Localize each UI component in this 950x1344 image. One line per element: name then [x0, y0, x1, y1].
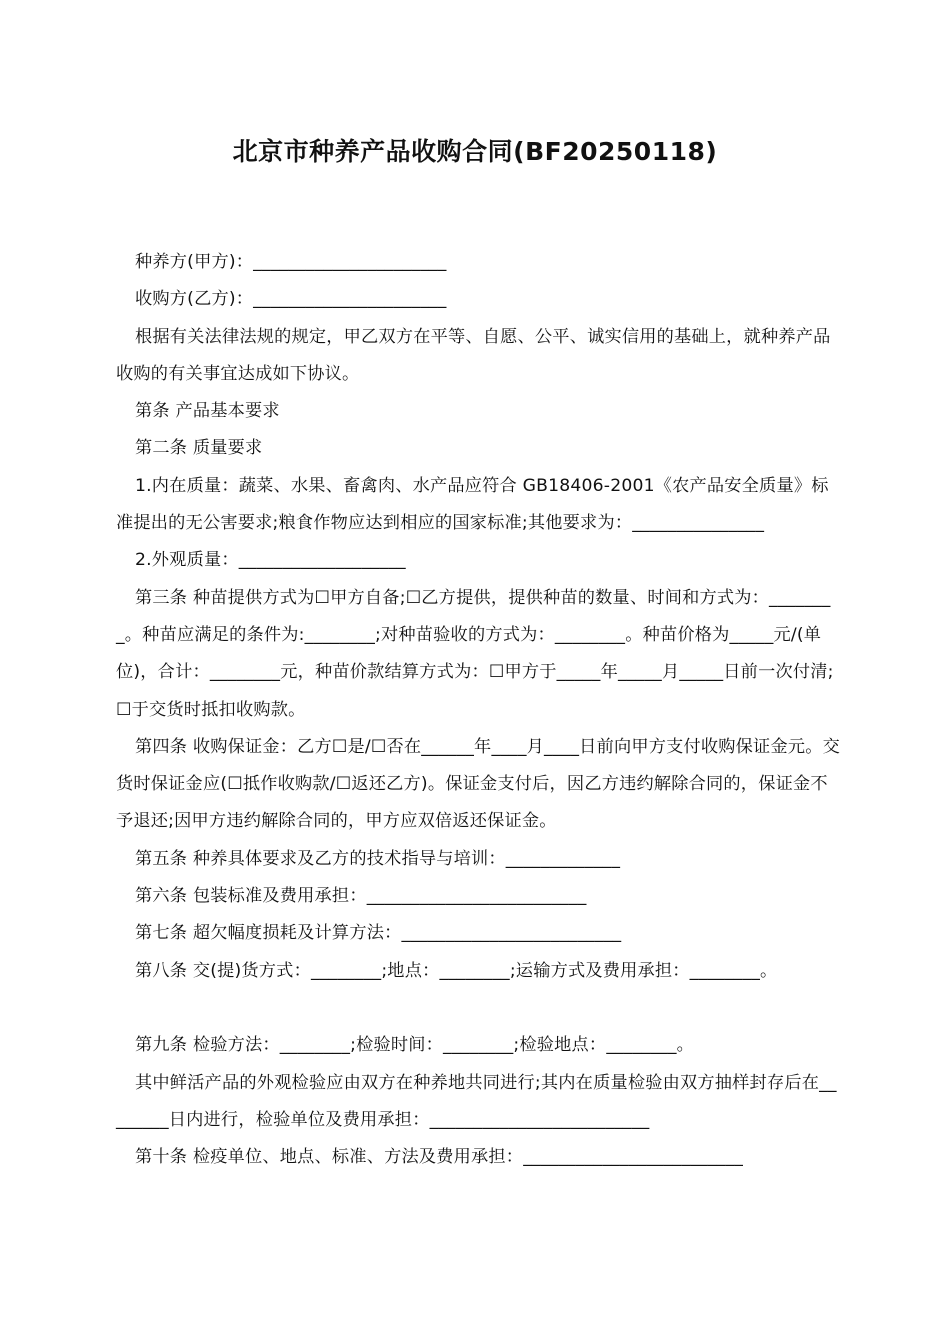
- inspection-detail-paragraph: 其中鲜活产品的外观检验应由双方在种养地共同进行;其内在质量检验由双方抽样封存后在________日内进行，检验单位及费用承担：_________________________: [116, 1072, 837, 1130]
- article-8-line: 第八条 交(提)货方式：________;地点：________;运输方式及费用承担：________。: [135, 960, 778, 981]
- article-2-heading: 第二条 质量要求: [135, 438, 263, 459]
- document-title: 北京市种养产品收购合同(BF20250118): [232, 137, 718, 166]
- article-9-line: 第九条 检验方法：________;检验时间：________;检验地点：________。: [135, 1035, 695, 1056]
- article-7-line: 第七条 超欠幅度损耗及计算方法：_________________________: [135, 923, 622, 944]
- article-4-paragraph: 第四条 收购保证金：乙方☐是/☐否在______年____月____日前向甲方支付收购保证金元。交货时保证金应(☐抵作收购款/☐返还乙方)。保证金支付后，因乙方违约解除合同的，保证金不予退还;因甲方违约解除合同的，甲方应双倍返还保证金。: [116, 736, 840, 832]
- paragraph-spacer: [116, 990, 842, 1027]
- preamble-paragraph: 根据有关法律法规的规定，甲乙双方在平等、自愿、公平、诚实信用的基础上，就种养产品收购的有关事宜达成如下协议。: [116, 326, 831, 384]
- document-body: [116, 244, 842, 1176]
- party-b-line: 收购方(乙方)：______________________: [135, 289, 447, 310]
- article-1-heading: 第条 产品基本要求: [135, 401, 280, 422]
- quality-appearance-line: 2.外观质量：___________________: [135, 550, 406, 571]
- party-a-line: 种养方(甲方)：______________________: [135, 252, 447, 272]
- article-6-line: 第六条 包装标准及费用承担：_________________________: [135, 886, 587, 907]
- article-5-line: 第五条 种养具体要求及乙方的技术指导与培训：_____________: [135, 848, 621, 869]
- quality-internal-paragraph: 1.内在质量：蔬菜、水果、畜禽肉、水产品应符合 GB18406-2001《农产品安全质量》标准提出的无公害要求;粮食作物应达到相应的国家标准;其他要求为：_______________: [116, 475, 829, 534]
- article-10-line: 第十条 检疫单位、地点、标准、方法及费用承担：_________________________: [135, 1147, 744, 1168]
- article-3-paragraph: 第三条 种苗提供方式为☐甲方自备;☐乙方提供，提供种苗的数量、时间和方式为：________。种苗应满足的条件为:________;对种苗验收的方式为：________。种苗价格为_____元/(单位)，合计：________元，种苗价款结算方式为：☐甲方于_____年_____月_____日前一次付清;☐于交货时抵扣收购款。: [116, 587, 834, 720]
